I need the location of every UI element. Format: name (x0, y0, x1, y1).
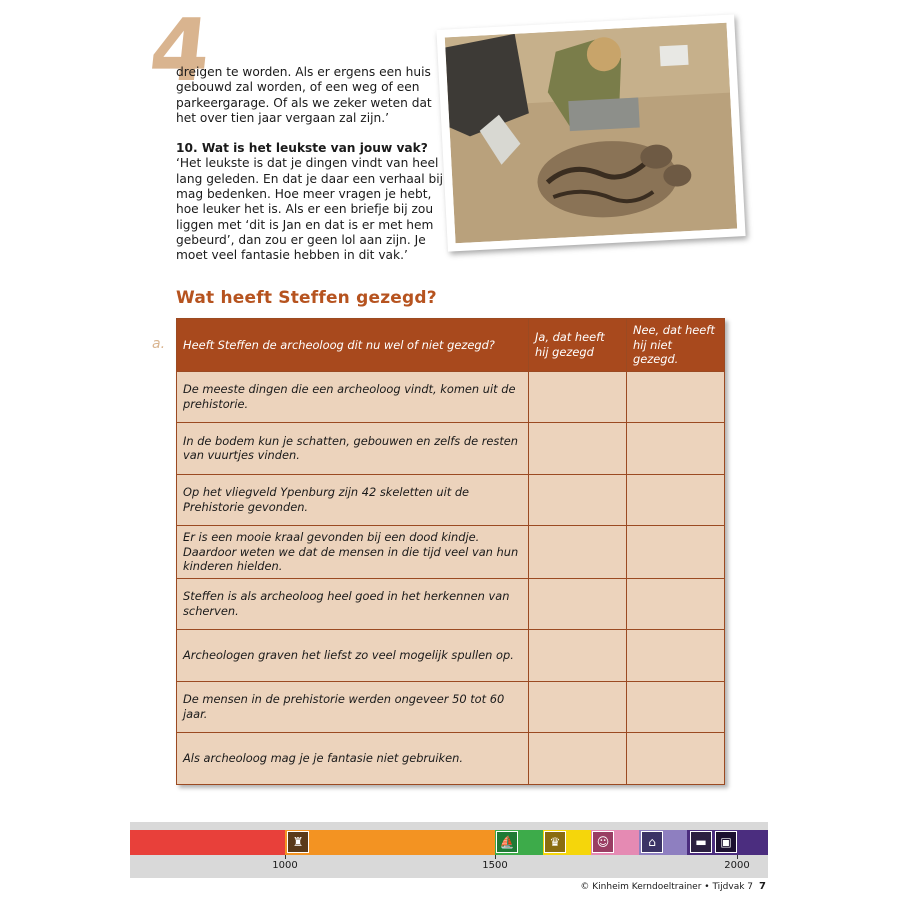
statement-text: Steffen is als archeoloog heel goed in het herkennen van scherven. (177, 578, 529, 630)
statement-text: Archeologen graven het liefst zo veel mogelijk spullen op. (177, 630, 529, 682)
table-row (177, 423, 725, 475)
car-icon: ▬ (690, 831, 712, 853)
answer-no-cell[interactable] (627, 423, 725, 475)
answer-yes-cell[interactable] (529, 371, 627, 423)
table-row (177, 578, 725, 630)
answer-yes-cell[interactable] (529, 733, 627, 785)
answer-no-cell[interactable] (627, 733, 725, 785)
page-footer (580, 881, 766, 892)
answer-yes-cell[interactable] (529, 526, 627, 579)
article-text (176, 65, 448, 279)
answer-no-cell[interactable] (627, 578, 725, 630)
intro-paragraph: dreigen te worden. Als er ergens een huis gebouwd zal worden, of een weg of een parkeergarage. Of als we zeker weten dat het over tien jaar vergaan zal zijn.’ (176, 65, 432, 125)
crown-icon: ♛ (544, 831, 566, 853)
qa-block (176, 141, 448, 263)
timeline-label-1000: 1000 (272, 860, 298, 871)
statement-text: Op het vliegveld Ypenburg zijn 42 skeletten uit de Prehistorie gevonden. (177, 474, 529, 526)
statement-text: De mensen in de prehistorie werden ongeveer 50 tot 60 jaar. (177, 681, 529, 733)
timeline-bar (130, 830, 768, 855)
tv-icon: ▣ (715, 831, 737, 853)
statement-text: Er is een mooie kraal gevonden bij een dood kindje. Daardoor weten we dat de mensen in die tijd veel van hun kinderen hielden. (177, 526, 529, 579)
table-row (177, 681, 725, 733)
chapter-number: 4 (144, 1, 216, 101)
timeline-label-2000: 2000 (724, 860, 750, 871)
interview-answer: ‘Het leukste is dat je dingen vindt van heel lang geleden. En dat je daar een verhaal bij mag bedenken. Hoe meer vragen je hebt, hoe leuker het is. Als er een briefje bij zou liggen met ‘dit is Jan en dat is er met hem gebeurd’, dan zou er geen lol aan zijn. Je moet veel fantasie hebben in dit vak.’ (176, 156, 444, 263)
tick-1000 (285, 855, 286, 859)
answer-no-cell[interactable] (627, 526, 725, 579)
answer-yes-cell[interactable] (529, 423, 627, 475)
excavation-image (445, 23, 737, 243)
factory-icon: ⌂ (641, 831, 663, 853)
question-marker: a. (152, 336, 166, 352)
header-yes: Ja, dat heeft hij gezegd (529, 319, 627, 372)
header-no: Nee, dat heeft hij niet gezegd. (627, 319, 725, 372)
timeline-segment-orange (285, 830, 495, 855)
table-row (177, 526, 725, 579)
answer-yes-cell[interactable] (529, 578, 627, 630)
answer-yes-cell[interactable] (529, 681, 627, 733)
statement-text: In de bodem kun je schatten, gebouwen en zelfs de resten van vuurtjes vinden. (177, 423, 529, 475)
table-row (177, 630, 725, 682)
ship-icon: ⛵ (496, 831, 518, 853)
tick-2000 (737, 855, 738, 859)
statement-table (176, 318, 725, 785)
answer-no-cell[interactable] (627, 371, 725, 423)
exercise-title: Wat heeft Steffen gezegd? (176, 288, 437, 308)
archaeologist-photo (436, 14, 745, 251)
answer-yes-cell[interactable] (529, 630, 627, 682)
header-question: Heeft Steffen de archeoloog dit nu wel of niet gezegd? (177, 319, 529, 372)
table-row (177, 474, 725, 526)
footer-credit: © Kinheim Kerndoeltrainer • Tijdvak 7 (580, 882, 754, 892)
table-row (177, 733, 725, 785)
table-row (177, 371, 725, 423)
answer-yes-cell[interactable] (529, 474, 627, 526)
statement-text: Als archeoloog mag je je fantasie niet gebruiken. (177, 733, 529, 785)
timeline-label-1500: 1500 (482, 860, 508, 871)
castle-icon: ♜ (287, 831, 309, 853)
timeline-segment-red (130, 830, 285, 855)
history-timeline (130, 822, 768, 878)
answer-no-cell[interactable] (627, 630, 725, 682)
answer-no-cell[interactable] (627, 681, 725, 733)
portrait-icon: ☺ (592, 831, 614, 853)
answer-no-cell[interactable] (627, 474, 725, 526)
page-number: 7 (759, 881, 766, 892)
tick-1500 (495, 855, 496, 859)
table-header-row (177, 319, 725, 372)
statement-text: De meeste dingen die een archeoloog vindt, komen uit de prehistorie. (177, 371, 529, 423)
interview-question: 10. Wat is het leukste van jouw vak? (176, 141, 428, 156)
